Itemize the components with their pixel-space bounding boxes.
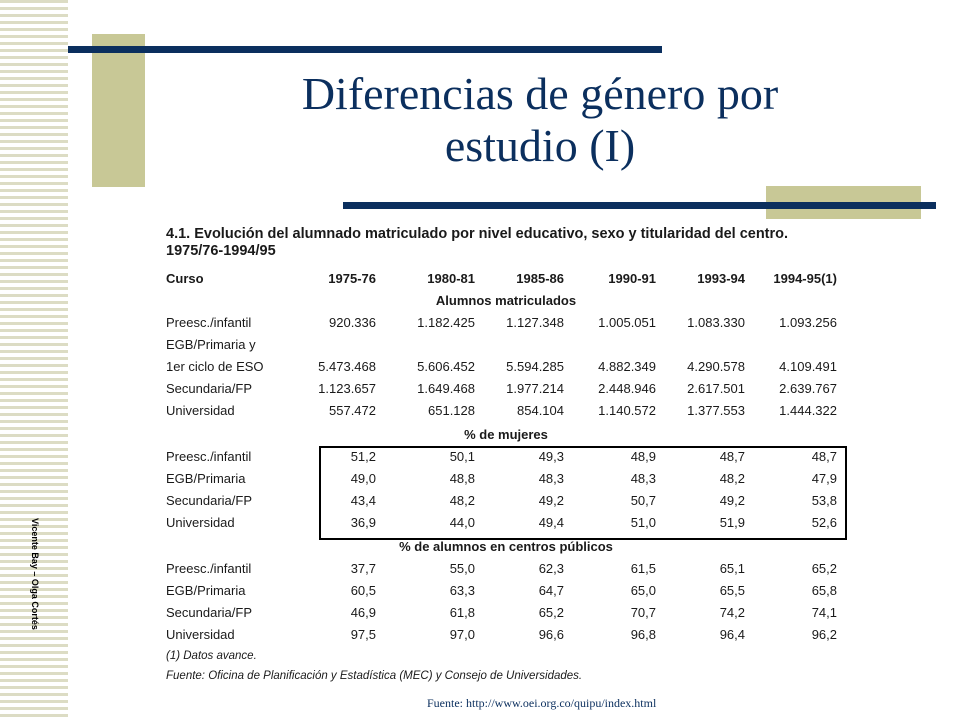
row-label: EGB/Primaria y (166, 337, 256, 352)
table-cell: 65,8 (811, 583, 837, 598)
table-cell: 1.977.214 (506, 381, 564, 396)
table-note-advance: (1) Datos avance. (166, 650, 257, 662)
table-cell: 96,4 (719, 627, 745, 642)
table-cell: 5.594.285 (506, 359, 564, 374)
table-cell: 2.617.501 (687, 381, 745, 396)
table-cell: 65,2 (811, 561, 837, 576)
table-cell: 1.093.256 (779, 315, 837, 330)
row-label: Universidad (166, 627, 235, 642)
header-col: 1980-81 (427, 271, 475, 286)
table-row (166, 583, 846, 605)
table-cell: 46,9 (350, 605, 376, 620)
table-cell: 70,7 (630, 605, 656, 620)
table-cell: 1.123.657 (318, 381, 376, 396)
table-cell: 5.606.452 (417, 359, 475, 374)
table-cell: 51,2 (350, 449, 376, 464)
table-cell: 1.140.572 (598, 403, 656, 418)
table-cell: 96,2 (811, 627, 837, 642)
table-row (166, 359, 846, 381)
table-note-source: Fuente: Oficina de Planificación y Estadística (MEC) y Consejo de Universidades. (166, 670, 583, 682)
table-row (166, 515, 846, 537)
table-row (166, 449, 846, 471)
table-cell: 65,2 (538, 605, 564, 620)
header-col: 1975-76 (328, 271, 376, 286)
table-cell: 43,4 (350, 493, 376, 508)
title-rule-top (68, 46, 662, 53)
table-cell: 63,3 (449, 583, 475, 598)
header-col: 1990-91 (608, 271, 656, 286)
table-cell: 2.448.946 (598, 381, 656, 396)
table-cell: 48,3 (538, 471, 564, 486)
table-row (166, 403, 846, 425)
table-cell: 49,2 (538, 493, 564, 508)
table-cell: 1.182.425 (417, 315, 475, 330)
table-cell: 74,1 (811, 605, 837, 620)
row-label: Preesc./infantil (166, 315, 252, 330)
table-cell: 4.882.349 (598, 359, 656, 374)
table-cell: 1.377.553 (687, 403, 745, 418)
table-row (166, 493, 846, 515)
table-cell: 854.104 (517, 403, 564, 418)
table-cell: 50,1 (449, 449, 475, 464)
table-row (166, 605, 846, 627)
table-cell: 48,8 (449, 471, 475, 486)
table-cell: 49,3 (538, 449, 564, 464)
table-cell: 47,9 (811, 471, 837, 486)
table-cell: 51,9 (719, 515, 745, 530)
table-cell: 651.128 (428, 403, 475, 418)
table-cell: 920.336 (329, 315, 376, 330)
row-label: Preesc./infantil (166, 561, 252, 576)
table-cell: 52,6 (811, 515, 837, 530)
table-cell: 5.473.468 (318, 359, 376, 374)
title-rule-bottom (343, 202, 936, 209)
table-cell: 50,7 (630, 493, 656, 508)
table-cell: 36,9 (350, 515, 376, 530)
table-cell: 96,6 (538, 627, 564, 642)
table-cell: 557.472 (329, 403, 376, 418)
table-cell: 65,0 (630, 583, 656, 598)
table-cell: 1.005.051 (598, 315, 656, 330)
table-cell: 44,0 (449, 515, 475, 530)
table-cell: 1.083.330 (687, 315, 745, 330)
header-curso: Curso (166, 271, 204, 286)
table-cell: 48,3 (630, 471, 656, 486)
row-label: EGB/Primaria (166, 471, 246, 486)
table-cell: 1.127.348 (506, 315, 564, 330)
row-label: Preesc./infantil (166, 449, 252, 464)
table-title: 4.1. Evolución del alumnado matriculado por nivel educativo, sexo y titularidad del centro. 1975/76-1994/95 (166, 226, 789, 259)
table-cell: 51,0 (630, 515, 656, 530)
table-cell: 55,0 (449, 561, 475, 576)
slide-title (145, 68, 935, 172)
table-cell: 60,5 (350, 583, 376, 598)
table-cell: 48,7 (719, 449, 745, 464)
table-cell: 65,1 (719, 561, 745, 576)
table-cell: 48,7 (811, 449, 837, 464)
table-row (166, 627, 846, 649)
table-cell: 61,5 (630, 561, 656, 576)
table-row (166, 315, 846, 337)
table-header-row (166, 271, 846, 293)
row-label: EGB/Primaria (166, 583, 246, 598)
table-cell: 96,8 (630, 627, 656, 642)
table-cell: 1.444.322 (779, 403, 837, 418)
table-row (166, 381, 846, 403)
table-cell: 97,5 (350, 627, 376, 642)
table-row (166, 561, 846, 583)
table-cell: 4.109.491 (779, 359, 837, 374)
row-label: Secundaria/FP (166, 605, 252, 620)
table-cell: 97,0 (449, 627, 475, 642)
row-label: Secundaria/FP (166, 381, 252, 396)
table-cell: 48,9 (630, 449, 656, 464)
row-label: Universidad (166, 515, 235, 530)
table-cell: 48,2 (449, 493, 475, 508)
header-col: 1993-94 (697, 271, 745, 286)
table-cell: 2.639.767 (779, 381, 837, 396)
author-side-label: Vicente Bay – Olga Cortés (30, 518, 40, 630)
header-col: 1994-95(1) (773, 271, 837, 286)
row-label: Universidad (166, 403, 235, 418)
source-link[interactable]: Fuente: http://www.oei.org.co/quipu/index.html (427, 696, 657, 710)
table-cell: 37,7 (350, 561, 376, 576)
table-cell: 61,8 (449, 605, 475, 620)
section-heading: % de mujeres (464, 427, 548, 442)
row-label: 1er ciclo de ESO (166, 359, 264, 374)
table-cell: 48,2 (719, 471, 745, 486)
table-cell: 49,4 (538, 515, 564, 530)
section-heading: % de alumnos en centros públicos (399, 539, 613, 554)
table-cell: 65,5 (719, 583, 745, 598)
table-cell: 74,2 (719, 605, 745, 620)
slide-title-line1: Diferencias de género por (301, 68, 779, 119)
table-cell: 53,8 (811, 493, 837, 508)
header-col: 1985-86 (516, 271, 564, 286)
table-cell: 62,3 (538, 561, 564, 576)
enrollment-table (166, 226, 846, 682)
row-label: Secundaria/FP (166, 493, 252, 508)
table-cell: 49,0 (350, 471, 376, 486)
table-cell: 4.290.578 (687, 359, 745, 374)
table-row (166, 471, 846, 493)
table-cell: 1.649.468 (417, 381, 475, 396)
section-heading: Alumnos matriculados (435, 293, 577, 308)
table-row (166, 337, 846, 359)
decorative-block-left (92, 34, 145, 187)
slide-title-line2: estudio (I) (444, 120, 636, 171)
table-cell: 64,7 (538, 583, 564, 598)
table-cell: 49,2 (719, 493, 745, 508)
